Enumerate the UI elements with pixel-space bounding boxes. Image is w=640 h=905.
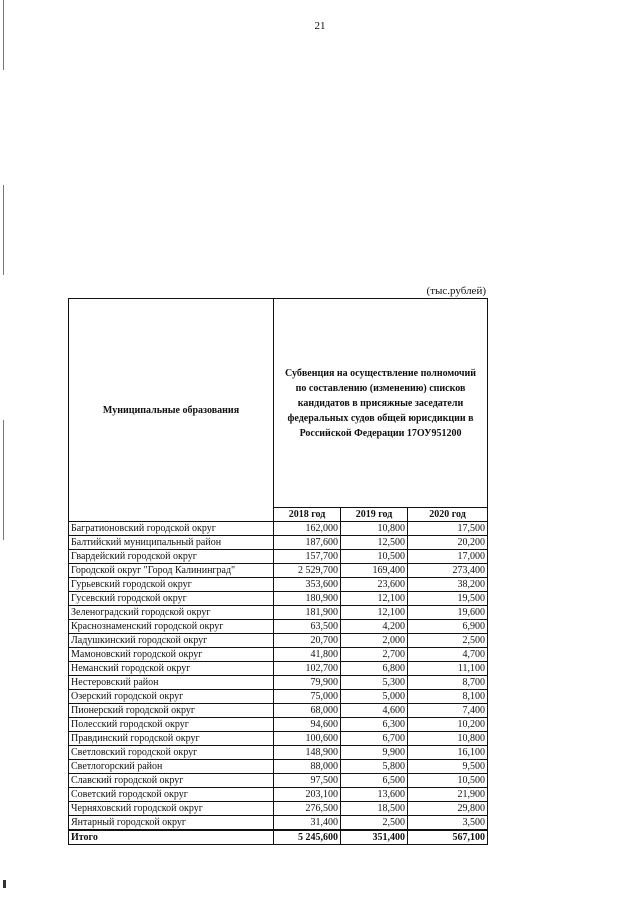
total-2020: 567,100 [408, 830, 488, 845]
value-2019: 10,800 [341, 522, 408, 536]
value-2020: 8,700 [408, 676, 488, 690]
value-2020: 17,500 [408, 522, 488, 536]
header-year-2018: 2018 год [274, 508, 341, 522]
table-row [69, 662, 488, 676]
value-2018: 276,500 [274, 802, 341, 816]
page-number: 21 [314, 20, 326, 32]
table-row [69, 746, 488, 760]
table-row [69, 816, 488, 831]
value-2018: 102,700 [274, 662, 341, 676]
value-2020: 273,400 [408, 564, 488, 578]
units-label: (тыс.рублей) [426, 285, 486, 297]
table-row [69, 522, 488, 536]
municipality-name: Гусевский городской округ [69, 592, 274, 606]
value-2020: 10,200 [408, 718, 488, 732]
value-2019: 13,600 [341, 788, 408, 802]
table-row [69, 550, 488, 564]
value-2018: 97,500 [274, 774, 341, 788]
header-subvention: Субвенция на осуществление полномочий по составлению (изменению) списков кандидатов в присяжные заседатели федеральных судов общей юрисдикции в Российской Федерации 17ОУ951200 [274, 299, 488, 508]
municipality-name: Ладушкинский городской округ [69, 634, 274, 648]
value-2019: 9,900 [341, 746, 408, 760]
value-2020: 19,600 [408, 606, 488, 620]
value-2018: 353,600 [274, 578, 341, 592]
value-2019: 12,500 [341, 536, 408, 550]
table-row [69, 676, 488, 690]
municipality-name: Пионерский городской округ [69, 704, 274, 718]
table-row [69, 788, 488, 802]
value-2020: 6,900 [408, 620, 488, 634]
scan-edge-line [3, 420, 4, 540]
value-2018: 79,900 [274, 676, 341, 690]
total-2019: 351,400 [341, 830, 408, 845]
value-2019: 169,400 [341, 564, 408, 578]
subvention-table [68, 298, 488, 845]
value-2020: 29,800 [408, 802, 488, 816]
value-2018: 180,900 [274, 592, 341, 606]
table-row [69, 732, 488, 746]
value-2020: 10,500 [408, 774, 488, 788]
table-body [69, 522, 488, 831]
municipality-name: Городской округ "Город Калининград" [69, 564, 274, 578]
municipality-name: Неманский городской округ [69, 662, 274, 676]
municipality-name: Гвардейский городской округ [69, 550, 274, 564]
value-2018: 20,700 [274, 634, 341, 648]
table-row [69, 690, 488, 704]
table-row [69, 704, 488, 718]
municipality-name: Светловский городской округ [69, 746, 274, 760]
table-row [69, 648, 488, 662]
municipality-name: Правдинский городской округ [69, 732, 274, 746]
value-2020: 38,200 [408, 578, 488, 592]
value-2019: 6,500 [341, 774, 408, 788]
value-2018: 88,000 [274, 760, 341, 774]
table-row [69, 802, 488, 816]
value-2020: 9,500 [408, 760, 488, 774]
table-row [69, 718, 488, 732]
table-row [69, 606, 488, 620]
scan-edge-line [3, 0, 4, 70]
table-row [69, 578, 488, 592]
total-label: Итого [69, 830, 274, 845]
table-row [69, 564, 488, 578]
value-2018: 157,700 [274, 550, 341, 564]
total-2018: 5 245,600 [274, 830, 341, 845]
value-2019: 6,800 [341, 662, 408, 676]
value-2019: 12,100 [341, 592, 408, 606]
municipality-name: Мамоновский городской округ [69, 648, 274, 662]
municipality-name: Черняховский городской округ [69, 802, 274, 816]
scan-edge-line [3, 185, 4, 275]
value-2018: 100,600 [274, 732, 341, 746]
value-2018: 63,500 [274, 620, 341, 634]
table-row [69, 634, 488, 648]
value-2019: 4,600 [341, 704, 408, 718]
scan-mark [3, 880, 6, 888]
header-year-2019: 2019 год [341, 508, 408, 522]
value-2019: 5,000 [341, 690, 408, 704]
value-2020: 7,400 [408, 704, 488, 718]
value-2020: 8,100 [408, 690, 488, 704]
municipality-name: Нестеровский район [69, 676, 274, 690]
value-2020: 17,000 [408, 550, 488, 564]
value-2020: 21,900 [408, 788, 488, 802]
municipality-name: Полесский городской округ [69, 718, 274, 732]
municipality-name: Светлогорский район [69, 760, 274, 774]
value-2018: 181,900 [274, 606, 341, 620]
value-2019: 23,600 [341, 578, 408, 592]
table-row [69, 620, 488, 634]
value-2020: 4,700 [408, 648, 488, 662]
value-2019: 6,700 [341, 732, 408, 746]
municipality-name: Зеленоградский городской округ [69, 606, 274, 620]
table-row [69, 774, 488, 788]
value-2018: 94,600 [274, 718, 341, 732]
value-2020: 3,500 [408, 816, 488, 831]
value-2019: 2,700 [341, 648, 408, 662]
value-2018: 68,000 [274, 704, 341, 718]
table-row [69, 592, 488, 606]
municipality-name: Янтарный городской округ [69, 816, 274, 831]
municipality-name: Багратионовский городской округ [69, 522, 274, 536]
value-2019: 2,000 [341, 634, 408, 648]
value-2019: 10,500 [341, 550, 408, 564]
municipality-name: Гурьевский городской округ [69, 578, 274, 592]
value-2019: 12,100 [341, 606, 408, 620]
value-2020: 19,500 [408, 592, 488, 606]
value-2018: 148,900 [274, 746, 341, 760]
value-2019: 2,500 [341, 816, 408, 831]
value-2020: 16,100 [408, 746, 488, 760]
value-2019: 18,500 [341, 802, 408, 816]
value-2020: 11,100 [408, 662, 488, 676]
municipality-name: Советский городской округ [69, 788, 274, 802]
value-2020: 10,800 [408, 732, 488, 746]
value-2018: 41,800 [274, 648, 341, 662]
value-2019: 5,300 [341, 676, 408, 690]
total-row [69, 830, 488, 845]
municipality-name: Славский городской округ [69, 774, 274, 788]
municipality-name: Краснознаменский городской округ [69, 620, 274, 634]
table-row [69, 536, 488, 550]
municipality-name: Балтийский муниципальный район [69, 536, 274, 550]
value-2019: 5,800 [341, 760, 408, 774]
value-2020: 20,200 [408, 536, 488, 550]
value-2019: 4,200 [341, 620, 408, 634]
value-2018: 162,000 [274, 522, 341, 536]
municipality-name: Озерский городской округ [69, 690, 274, 704]
value-2020: 2,500 [408, 634, 488, 648]
header-municipality: Муниципальные образования [69, 299, 274, 522]
header-year-2020: 2020 год [408, 508, 488, 522]
value-2019: 6,300 [341, 718, 408, 732]
value-2018: 75,000 [274, 690, 341, 704]
value-2018: 31,400 [274, 816, 341, 831]
value-2018: 203,100 [274, 788, 341, 802]
value-2018: 187,600 [274, 536, 341, 550]
table-row [69, 760, 488, 774]
value-2018: 2 529,700 [274, 564, 341, 578]
